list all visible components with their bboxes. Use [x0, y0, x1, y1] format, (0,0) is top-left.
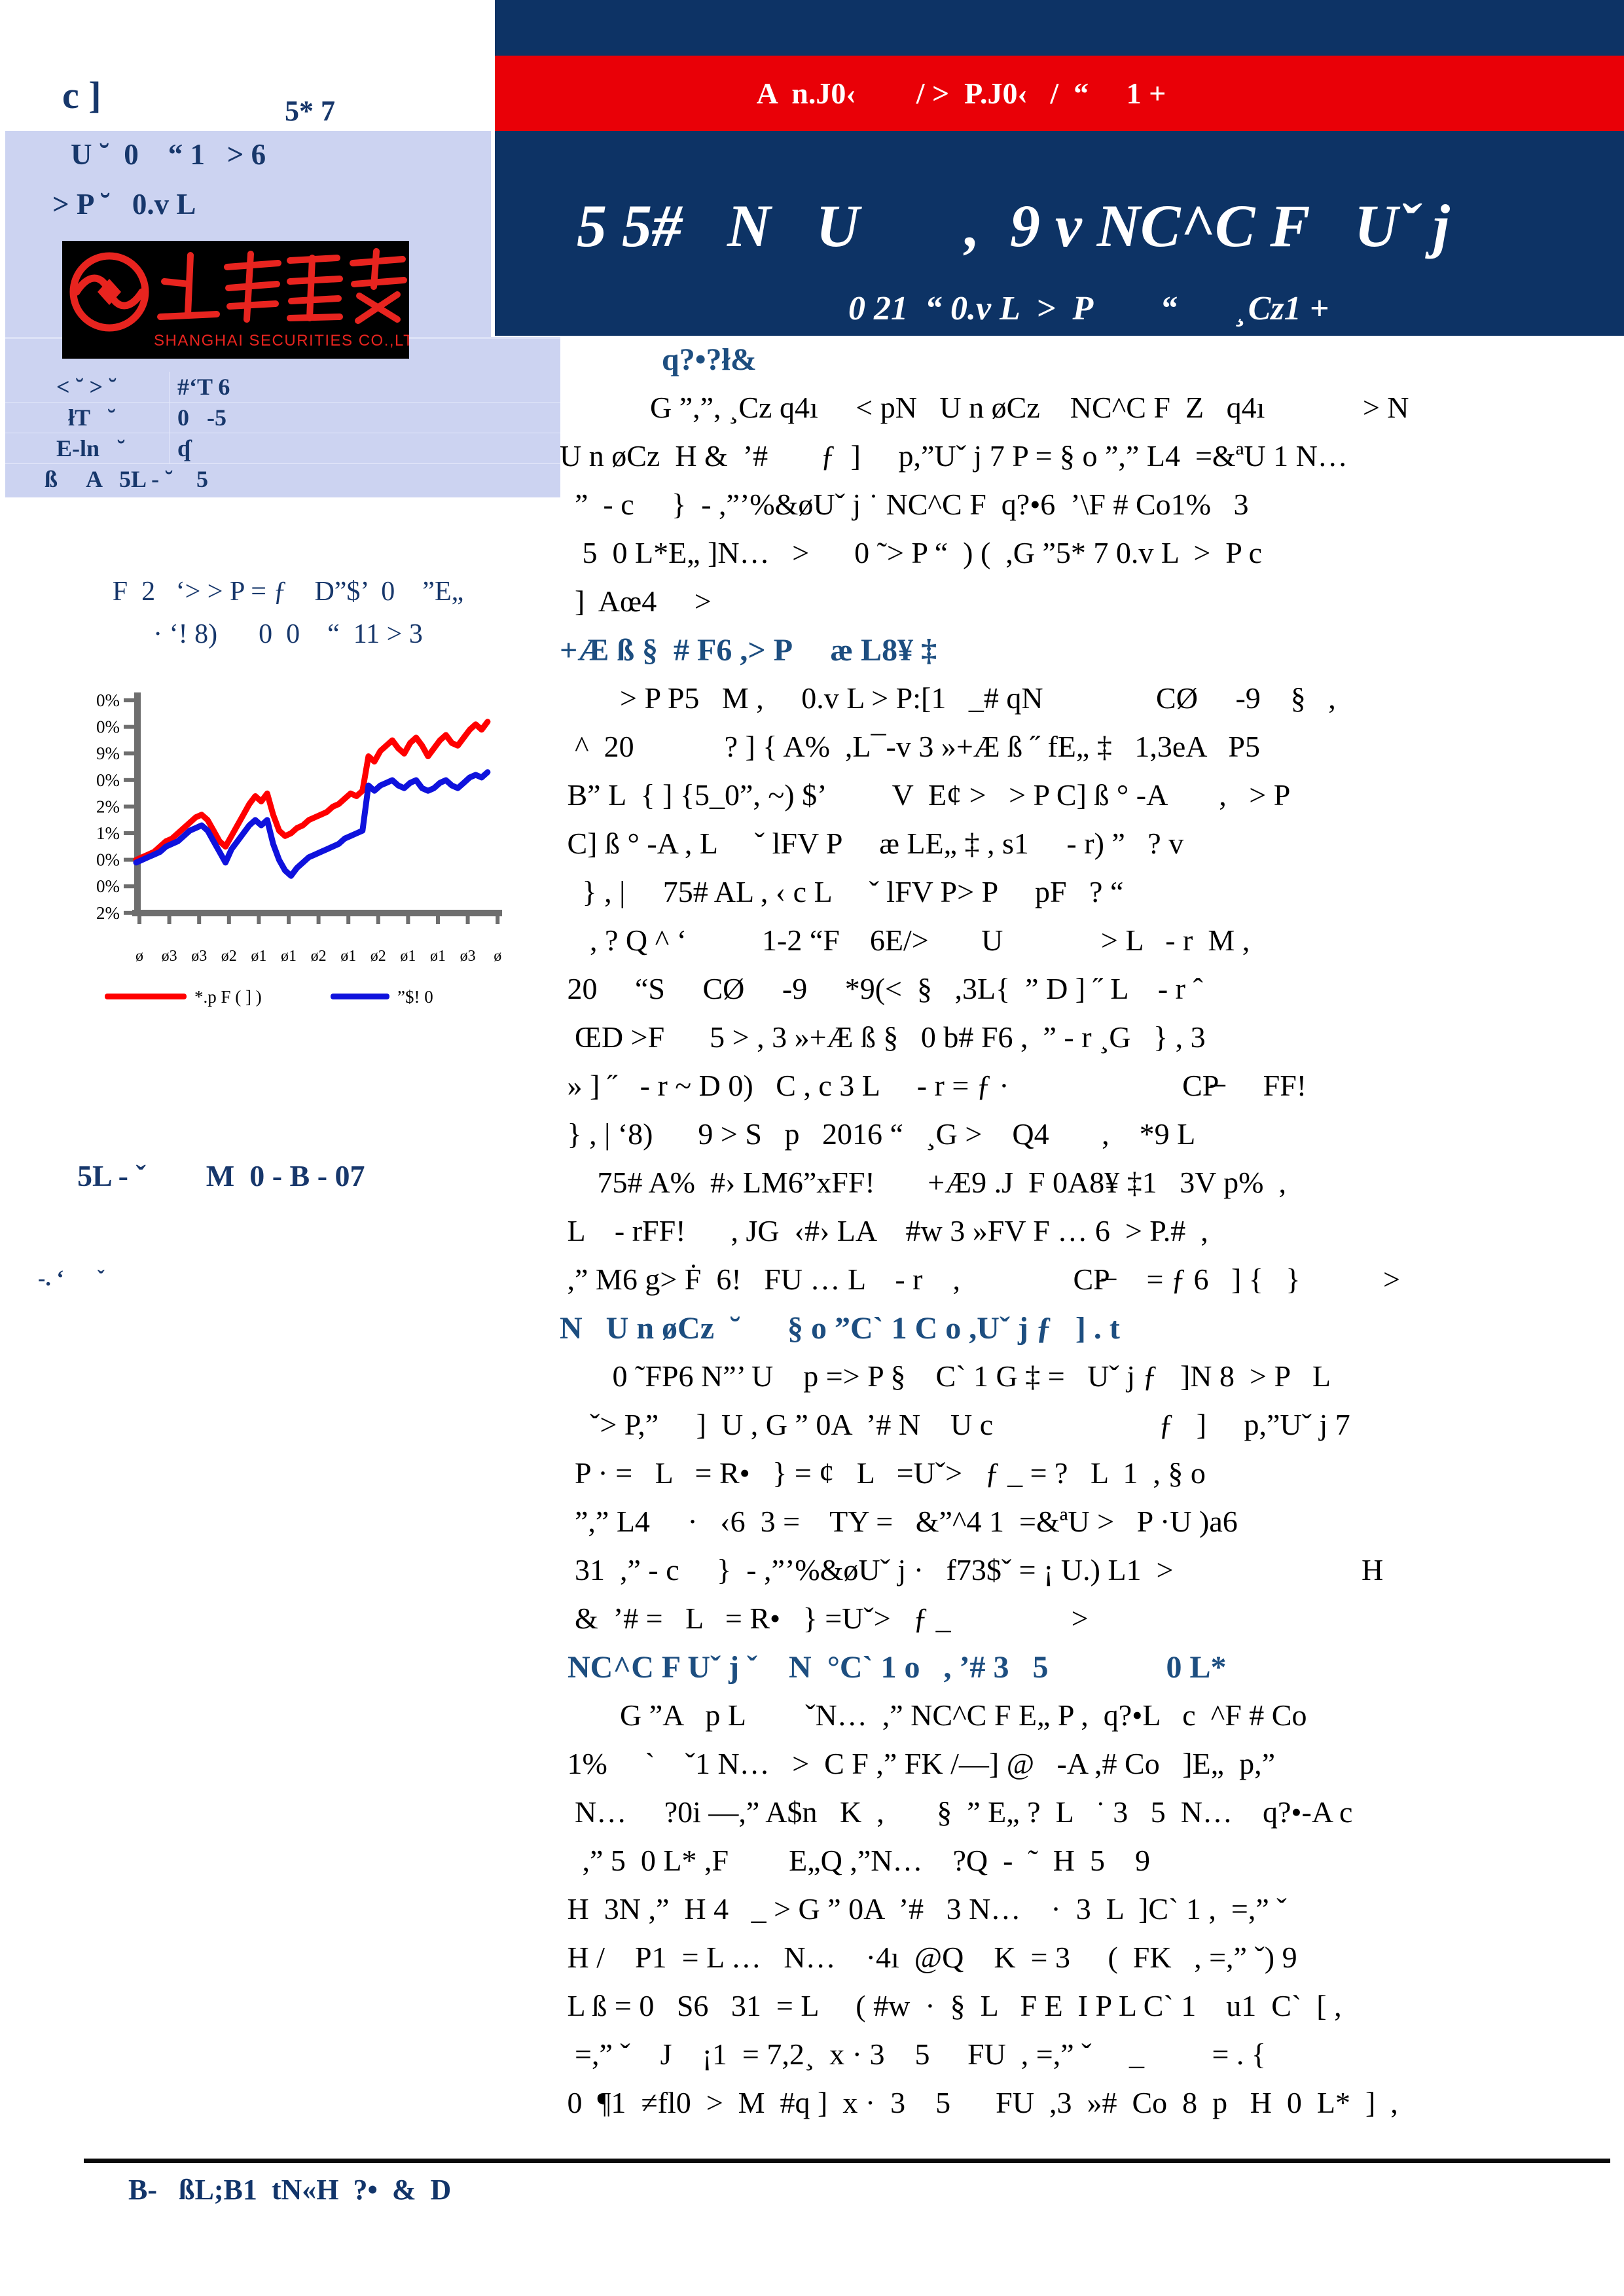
contact-value: ʠ — [169, 433, 560, 463]
body-line: ^ 20 ? ] { A% ,L¯-v 3 »+Æ ß ˝ fE„ ‡ 1,3eA P5 — [560, 730, 1260, 763]
company-emblem-icon — [73, 256, 145, 328]
body-line: C] ß ° -A , L ˇ lFV P æ LE„ ‡ , s1 - r) ” ? v — [560, 827, 1184, 860]
y-axis — [134, 692, 141, 916]
body-line: > P P5 M , 0.v L > P:[1 _# qN CØ -9 § , — [560, 681, 1336, 715]
y-tick-label: 2% — [96, 797, 120, 817]
body-line: ,” M6 g> Ḟ 6! FU … L - r , CP̶ = ƒ 6 ] { } > — [560, 1263, 1400, 1296]
sidebar-contact-table — [5, 337, 560, 497]
body-line: ” - c } - ,”’%&øUˇ j ˙ NC^C F q?•6 ’\F # Co1% 3 — [560, 488, 1249, 521]
body-line: » ] ˝ - r ~ D 0) C , c 3 L - r = ƒ · CP̶ FF! — [560, 1069, 1307, 1102]
contact-row — [5, 433, 560, 464]
footer-text: B- ßL;B1 tN«H ?• & D — [128, 2174, 452, 2206]
body-line: & ’# = L = R• } =Uˇ> ƒ _ > — [560, 1602, 1089, 1635]
body-line: B” L { ] {5_0”, ~) $’ V E¢ > > P C] ß ° -A , > P — [560, 778, 1291, 812]
body-line: ˇ> P,” ] U , G ” 0A ’# N U c ƒ ] p,”Uˇ j 7 — [560, 1408, 1350, 1441]
x-tick — [317, 916, 321, 924]
contact-value: 0 -5 — [169, 403, 560, 433]
x-tick — [376, 916, 380, 924]
y-tick-label: 1% — [96, 823, 120, 843]
section-heading: N U n øCz ˘ § o ”C` 1 C o ,Uˇ j ƒ ] . t — [560, 1311, 1120, 1346]
body-line: 0 ˜FP6 N”’ U p => P § C` 1 G ‡ = Uˇ j ƒ ]N 8 > P L — [560, 1359, 1331, 1393]
chart-title-line1: F 2 ‘> > P = ƒ D”$’ 0 ”E„ — [112, 577, 464, 607]
body-line: 75# A% #› LM6”xFF! +Æ9 .J F 0A8¥ ‡1 3V p% , — [560, 1166, 1286, 1199]
x-tick — [346, 916, 350, 924]
section-heading: q?•?ł& — [560, 342, 757, 377]
y-tick — [124, 751, 134, 755]
x-tick — [287, 916, 291, 924]
x-tick — [197, 916, 201, 924]
x-tick — [496, 916, 499, 924]
contact-label: < ˘ > ˘ — [56, 374, 117, 400]
x-tick-label: ø2 — [221, 948, 237, 965]
performance-line-chart — [59, 681, 517, 1014]
x-tick-label: ø1 — [281, 948, 297, 965]
y-tick-label: 0% — [96, 850, 120, 870]
legend-swatch-red — [105, 994, 187, 999]
body-line: H 3N ,” H 4 _ > G ” 0A ’# 3 N… · 3 L ]C` 1 , =,” ˇ — [560, 1892, 1287, 1926]
y-tick — [124, 698, 134, 702]
analyst-line-1: U ˘ 0 “ 1 > 6 — [71, 138, 266, 171]
y-tick-label: 9% — [96, 744, 120, 764]
y-tick — [124, 725, 134, 729]
masthead-red-stripe — [495, 56, 1624, 131]
body-line: 5 0 L*E„ ]N… > 0 ˜> P “ ) ( ,G ”5* 7 0.v L > P c — [560, 536, 1263, 569]
body-line: 31 ,” - c } - ,”’%&øUˇ j · f73$ˇ = ¡ U.) L1 > H — [560, 1553, 1384, 1587]
body-line: H / P1 = L … N… ·4ı @Q K = 3 ( FK , =,” ˇ) 9 — [560, 1941, 1297, 1974]
body-line: , ? Q ^ ‘ 1-2 “F 6E/> U > L - r M , — [560, 924, 1250, 957]
legend-swatch-blue — [331, 994, 389, 999]
x-tick — [406, 916, 410, 924]
body-line: L ß = 0 S6 31 = L ( #w · § L F E I P L C` 1 u1 C` [ , — [560, 1989, 1342, 2022]
x-tick-label: ø1 — [340, 948, 357, 965]
body-line: N… ?0i —,” A$n K , § ” E„ ? L ˙ 3 5 N… q?•-A c — [560, 1795, 1353, 1829]
logo-cn-strokes — [160, 251, 404, 321]
side-note: -. ‘ ˇ — [38, 1266, 105, 1291]
logo-en-text: SHANGHAI SECURITIES CO.,LTD. — [154, 332, 409, 350]
y-tick — [124, 831, 134, 835]
body-line: L - rFF! , JG ‹#› LA #w 3 »FV F … 6 > P.# , — [560, 1214, 1208, 1247]
doc-number: 5* 7 — [285, 95, 335, 127]
body-line: 1% ` ˇ1 N… > C F ,” FK /—] @ -A ,# Co ]E„ p,” — [560, 1747, 1275, 1780]
report-number: 5L - ˇ M 0 - B - 07 — [77, 1159, 365, 1193]
report-title: 5 5# N U , 9 v NC^C F Uˇ j — [577, 192, 1450, 259]
masthead — [495, 0, 1624, 336]
x-tick — [137, 916, 141, 924]
body-line: ] Aœ4 > — [560, 584, 712, 618]
x-tick — [436, 916, 440, 924]
x-tick-label: ø3 — [460, 948, 476, 965]
report-subtitle: 0 21 “ 0.v L > P “ ¸Cz1 + — [848, 290, 1329, 327]
x-tick — [227, 916, 231, 924]
doc-code: c ] — [62, 74, 101, 117]
contact-row — [5, 403, 560, 433]
legend-label-blue: ”$! 0 — [397, 987, 433, 1007]
section-heading: NC^C F Uˇ j ˇ N °C` 1 o , ’# 3 5 0 L* — [560, 1650, 1227, 1685]
body-line: ,” 5 0 L* ,F E„Q ,”N… ?Q - ˜ H 5 9 — [560, 1844, 1150, 1877]
analyst-line-2: > P ˘ 0.v L — [52, 188, 196, 221]
body-line: } , | ‘8) 9 > S p 2016 “ ¸G > Q4 , *9 L — [560, 1117, 1196, 1151]
x-tick-label: ø1 — [251, 948, 267, 965]
body-line: } , | 75# AL , ‹ c L ˇ lFV P> P pF ? “ — [560, 875, 1124, 908]
contact-label: E-ln ˘ — [56, 435, 126, 461]
x-tick-label: ø — [494, 948, 502, 965]
masthead-banner-text: A n.J0‹ / > P.J0‹ / “ 1 + — [756, 77, 1166, 110]
contact-label: łT ˘ — [56, 404, 116, 431]
body-line: 0 ¶1 ≠fl0 > M #q ] x · 3 5 FU ,3 »# Co 8 p H 0 L* ] , — [560, 2086, 1398, 2119]
contact-row: ß A 5L - ˘ 5 — [45, 466, 209, 492]
y-tick — [124, 804, 134, 808]
body-line: =,” ˇ J ¡1 = 7,2¸ x · 3 5 FU , =,” ˇ _ = . { — [560, 2037, 1266, 2071]
body-line: ”,” L4 · ‹6 3 = TY = &”^4 1 =&ªU > P ·U )a6 — [560, 1505, 1238, 1538]
x-tick-label: ø3 — [161, 948, 177, 965]
company-logo-graphic — [62, 241, 409, 359]
x-tick-label: ø1 — [430, 948, 446, 965]
x-tick-label: ø3 — [191, 948, 208, 965]
y-tick-label: 0% — [96, 717, 120, 737]
contact-value: #‘T 6 — [169, 372, 560, 402]
company-logo — [62, 241, 409, 359]
body-line: G ”,”, ¸Cz q4ı < pN U n øCz NC^C F Z q4ı > N — [560, 391, 1409, 424]
body-line: P · = L = R• } = ¢ L =Uˇ> ƒ _ = ? L 1 , § o — [560, 1456, 1206, 1490]
contact-row — [5, 372, 560, 403]
x-tick-label: ø1 — [400, 948, 416, 965]
body-line: U n øCz H & ’# ƒ ] p,”Uˇ j 7 P = § o ”,” L4 =&ªU 1 N… — [560, 439, 1348, 473]
body-line: ŒD >F 5 > , 3 »+Æ ß § 0 b# F6 , ” - r ¸G } , 3 — [560, 1020, 1206, 1054]
body-line: 20 “S CØ -9 *9(< § ,3L{ ” D ] ˝ L - r ˆ — [560, 972, 1203, 1005]
x-tick-label: ø — [135, 948, 143, 965]
x-tick-label: ø2 — [370, 948, 386, 965]
x-axis — [132, 910, 502, 916]
chart-title-line2: · ‘! 8) 0 0 “ 11 > 3 — [153, 619, 423, 649]
y-tick-label: 0% — [96, 770, 120, 790]
y-tick — [124, 858, 134, 862]
y-tick-label: 2% — [96, 903, 120, 923]
x-tick — [466, 916, 470, 924]
y-tick — [124, 911, 134, 915]
x-tick-label: ø2 — [310, 948, 327, 965]
y-tick-label: 0% — [96, 876, 120, 897]
body-line: G ”A p L ˇN… ,” NC^C F E„ P , q?•L c ^F # Co — [560, 1698, 1307, 1732]
footer-rule — [84, 2159, 1610, 2163]
y-tick — [124, 778, 134, 782]
y-tick — [124, 884, 134, 888]
y-tick-label: 0% — [96, 691, 120, 710]
section-heading: +Æ ß § # F6 ,> P æ L8¥ ‡ — [560, 633, 937, 668]
legend-label-red: *.p F ( ] ) — [194, 987, 262, 1007]
body-text-column — [560, 342, 1607, 2134]
x-tick — [257, 916, 261, 924]
x-tick — [168, 916, 171, 924]
